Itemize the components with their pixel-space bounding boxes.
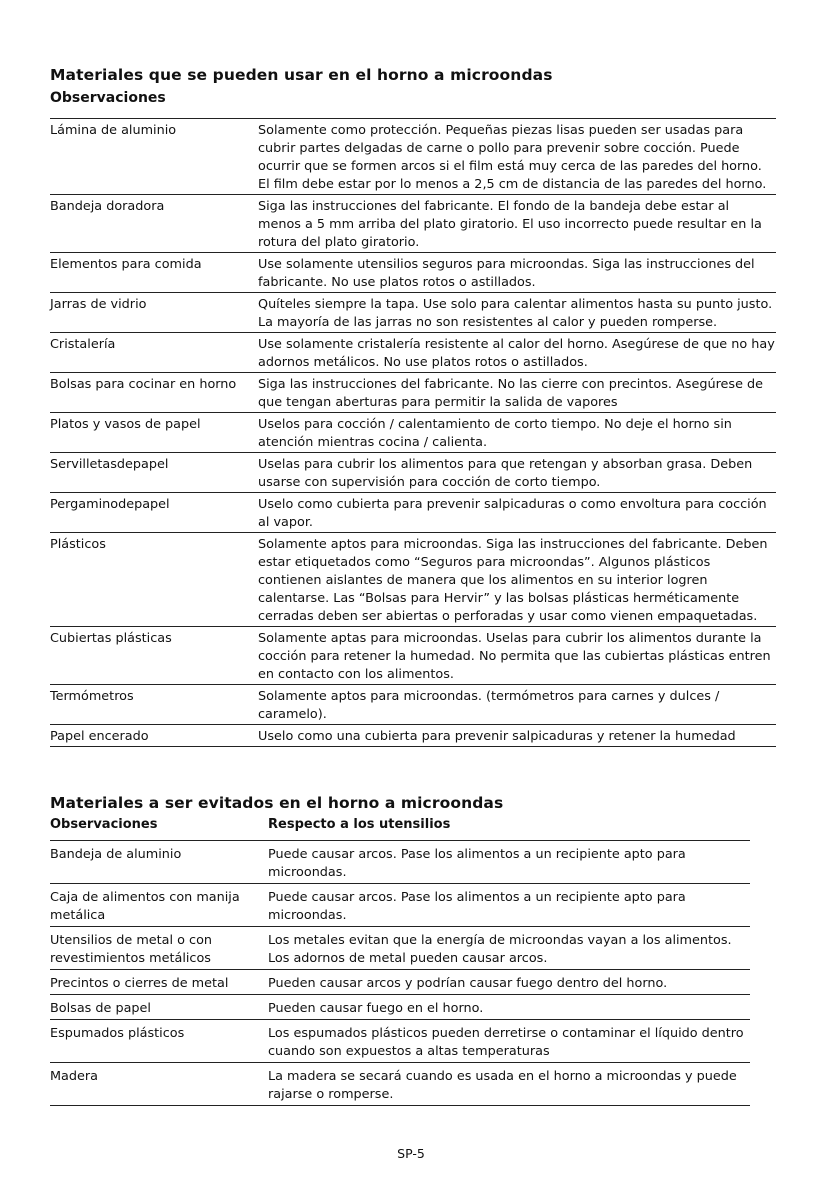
material-description: Pueden causar fuego en el horno. (268, 1001, 484, 1016)
material-name: Caja de alimentos con manija metálica (50, 890, 240, 923)
section1-title: Materiales que se pueden usar en el horno a microondas (50, 66, 553, 84)
material-description: Puede causar arcos. Pase los alimentos a un recipiente apto para microondas. (268, 890, 686, 923)
material-description: Solamente aptas para microondas. Uselas para cubrir los alimentos durante la cocción para retener la humedad. No permita que las cubiertas plásticas entren en contacto con los alimentos. (258, 631, 771, 682)
material-name: Pergaminodepapel (50, 497, 170, 512)
material-description: La madera se secará cuando es usada en el horno a microondas y puede rajarse o romperse. (268, 1069, 737, 1102)
material-name: Bandeja doradora (50, 199, 165, 214)
usable-materials-table (50, 118, 776, 747)
material-description: Uselo como cubierta para prevenir salpicaduras o como envoltura para cocción al vapor. (258, 497, 767, 530)
material-name: Termómetros (50, 689, 134, 704)
material-description: Use solamente cristalería resistente al calor del horno. Asegúrese de que no hay adornos metálicos. No use platos rotos o astillados. (258, 337, 775, 370)
section2-col1-header: Observaciones (50, 817, 158, 832)
table-row (50, 333, 776, 373)
material-description: Uselos para cocción / calentamiento de corto tiempo. No deje el horno sin atención mientras cocina / calienta. (258, 417, 732, 450)
material-name: Plásticos (50, 537, 106, 552)
table-row (50, 970, 750, 995)
material-description: Use solamente utensilios seguros para microondas. Siga las instrucciones del fabricante. No use platos rotos o astillados. (258, 257, 755, 290)
table-row (50, 533, 776, 627)
material-description: Los metales evitan que la energía de microondas vayan a los alimentos. Los adornos de metal pueden causar arcos. (268, 933, 732, 966)
table-row (50, 413, 776, 453)
section2-title: Materiales a ser evitados en el horno a microondas (50, 794, 504, 812)
material-description: Pueden causar arcos y podrían causar fuego dentro del horno. (268, 976, 668, 991)
material-description: Solamente aptos para microondas. Siga las instrucciones del fabricante. Deben estar etiquetados como “Seguros para microondas”. Algunos plásticos contienen aislantes de manera que los alimentos en su interior logren calentarse. Las “Bolsas para Hervir” y las bolsas plásticas herméticamente cerradas deben ser abiertas o perforadas y usar como vienen empaquetadas. (258, 537, 768, 624)
material-description: Solamente aptos para microondas. (termómetros para carnes y dulces / caramelo). (258, 689, 720, 722)
material-name: Precintos o cierres de metal (50, 976, 229, 991)
material-name: Platos y vasos de papel (50, 417, 201, 432)
page-number: SP-5 (397, 1146, 425, 1161)
table-row (50, 373, 776, 413)
material-description: Los espumados plásticos pueden derretirse o contaminar el líquido dentro cuando son expuestos a altas temperaturas (268, 1026, 744, 1059)
table-row (50, 627, 776, 685)
table-row (50, 453, 776, 493)
table-row (50, 995, 750, 1020)
table-row (50, 253, 776, 293)
material-name: Cristalería (50, 337, 116, 352)
table-row (50, 884, 750, 927)
material-name: Bolsas de papel (50, 1001, 151, 1016)
table-row (50, 119, 776, 195)
section1-subtitle: Observaciones (50, 90, 166, 106)
table-row (50, 293, 776, 333)
material-description: Siga las instrucciones del fabricante. El fondo de la bandeja debe estar al menos a 5 mm arriba del plato giratorio. El uso incorrecto puede resultar en la rotura del plato giratorio. (258, 199, 762, 250)
material-name: Madera (50, 1069, 98, 1084)
material-description: Siga las instrucciones del fabricante. No las cierre con precintos. Asegúrese de que tengan aberturas para permitir la salida de vapores (258, 377, 764, 410)
material-description: Uselo como una cubierta para prevenir salpicaduras y retener la humedad (258, 729, 736, 744)
material-name: Papel encerado (50, 729, 149, 744)
table-row (50, 195, 776, 253)
material-description: Puede causar arcos. Pase los alimentos a un recipiente apto para microondas. (268, 847, 686, 880)
material-name: Lámina de aluminio (50, 123, 177, 138)
table-row (50, 1020, 750, 1063)
table-row (50, 841, 750, 884)
material-name: Bolsas para cocinar en horno (50, 377, 237, 392)
material-description: Quíteles siempre la tapa. Use solo para calentar alimentos hasta su punto justo. La mayoría de las jarras no son resistentes al calor y pueden romperse. (258, 297, 773, 330)
avoid-materials-table (50, 840, 750, 1106)
table-row (50, 685, 776, 725)
material-name: Elementos para comida (50, 257, 202, 272)
table-row (50, 927, 750, 970)
table-row (50, 1063, 750, 1106)
material-name: Espumados plásticos (50, 1026, 185, 1041)
material-name: Utensilios de metal o con revestimientos metálicos (50, 933, 213, 966)
material-description: Uselas para cubrir los alimentos para que retengan y absorban grasa. Deben usarse con supervisión para cocción de corto tiempo. (258, 457, 753, 490)
material-name: Jarras de vidrio (50, 297, 147, 312)
table-row (50, 725, 776, 747)
material-description: Solamente como protección. Pequeñas piezas lisas pueden ser usadas para cubrir partes delgadas de carne o pollo para prevenir sobre cocción. Puede ocurrir que se formen arcos si el film está muy cerca de las paredes del horno. El film debe estar por lo menos a 2,5 cm de distancia de las paredes del horno. (258, 123, 767, 192)
material-name: Bandeja de aluminio (50, 847, 182, 862)
section2-col2-header: Respecto a los utensilios (268, 817, 451, 832)
table-row (50, 493, 776, 533)
material-name: Cubiertas plásticas (50, 631, 172, 646)
material-name: Servilletasdepapel (50, 457, 169, 472)
